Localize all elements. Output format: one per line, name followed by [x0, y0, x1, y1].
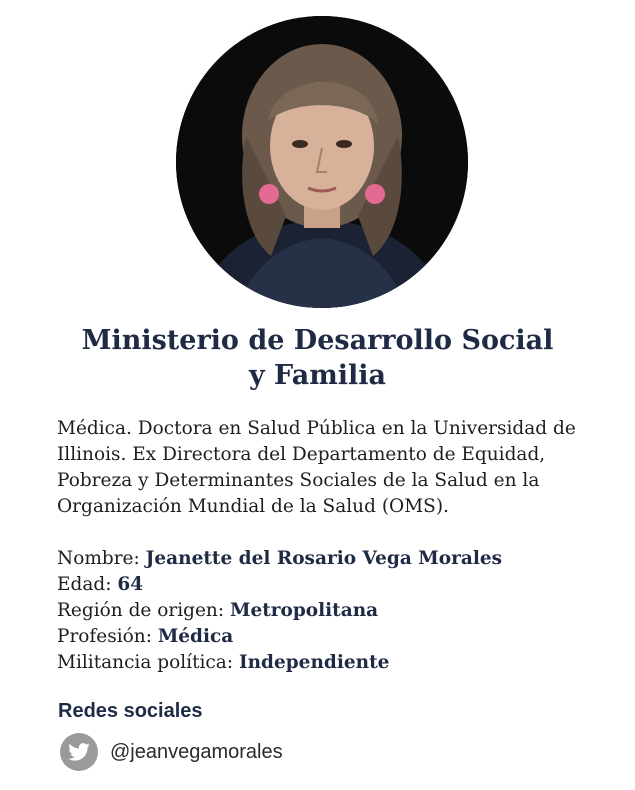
twitter-bird-glyph	[68, 743, 90, 761]
twitter-bird-icon	[60, 733, 98, 771]
title-line-2: y Familia	[248, 360, 387, 391]
bio-text	[57, 416, 587, 520]
fact-label: Militancia política:	[57, 652, 239, 673]
fact-label: Región de origen:	[57, 600, 230, 621]
fact-label: Profesión:	[57, 626, 158, 647]
bio-line: Médica. Doctora en Salud Pública en la Universidad de	[57, 418, 576, 439]
fact-name	[57, 546, 617, 572]
twitter-handle: @jeanvegamorales	[110, 740, 283, 763]
fact-label: Nombre:	[57, 548, 146, 569]
fact-label: Edad:	[57, 574, 118, 595]
bio-line: Illinois. Ex Directora del Departamento de Equidad,	[57, 444, 546, 465]
fact-value: Médica	[157, 626, 234, 647]
twitter-link[interactable]	[60, 733, 283, 771]
fact-value: Metropolitana	[229, 600, 379, 621]
facts-list	[57, 546, 617, 676]
bio-line: Pobreza y Determinantes Sociales de la Salud en la	[57, 470, 540, 491]
portrait-photo	[176, 16, 468, 308]
title-line-1: Ministerio de Desarrollo Social	[81, 325, 554, 356]
fact-value: Jeanette del Rosario Vega Morales	[145, 548, 503, 569]
fact-profession	[57, 624, 617, 650]
ministry-title	[0, 323, 635, 393]
profile-portrait	[176, 16, 468, 308]
bio-line: Organización Mundial de la Salud (OMS).	[57, 496, 449, 517]
fact-value: 64	[117, 574, 144, 595]
fact-value: Independiente	[238, 652, 390, 673]
social-heading: Redes sociales	[58, 700, 203, 722]
fact-age	[57, 572, 617, 598]
fact-political	[57, 650, 617, 676]
fact-region	[57, 598, 617, 624]
